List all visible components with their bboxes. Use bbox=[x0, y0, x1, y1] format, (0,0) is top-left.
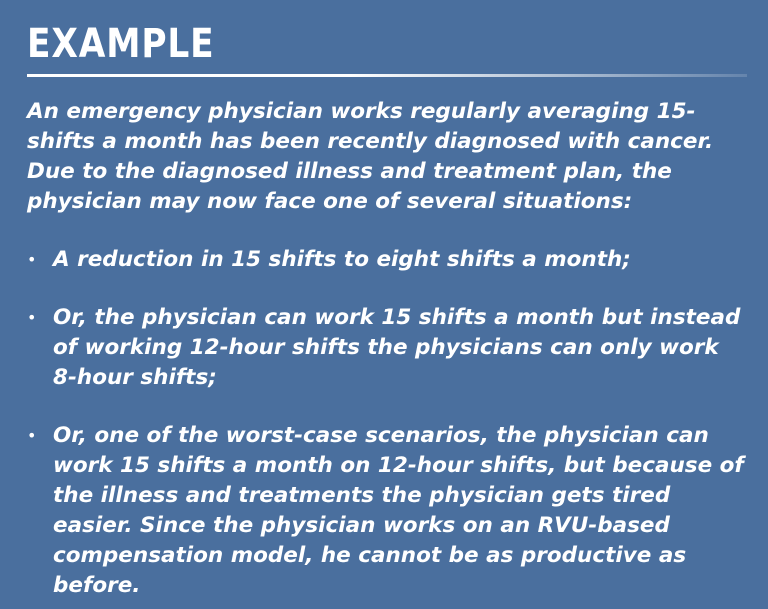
list-item bbox=[27, 245, 747, 275]
intro-paragraph: An emergency physician works regularly averaging 15-shifts a month has been recently diagnosed with cancer. Due to the diagnosed illness and treatment plan, the physician may now face one of several situations: bbox=[27, 99, 714, 214]
bullet-icon: • bbox=[27, 250, 37, 269]
situation-list bbox=[27, 245, 747, 601]
bullet-icon: • bbox=[27, 426, 37, 445]
list-item-text: A reduction in 15 shifts to eight shifts a month; bbox=[53, 247, 631, 272]
list-item-text: Or, the physician can work 15 shifts a month but instead of working 12-hour shifts the physicians can only work 8-hour shifts; bbox=[53, 305, 741, 390]
title-divider bbox=[27, 74, 747, 77]
list-item bbox=[27, 421, 747, 601]
list-item-text: Or, one of the worst-case scenarios, the physician can work 15 shifts a month on 12-hour shifts, but because of the illness and treatments the physician gets tired easier. Since the physician works on an RVU-based compensation model, he cannot be as productive as before. bbox=[53, 423, 744, 598]
list-item bbox=[27, 303, 747, 393]
page-title: EXAMPLE bbox=[27, 21, 215, 67]
bullet-icon: • bbox=[27, 308, 37, 327]
